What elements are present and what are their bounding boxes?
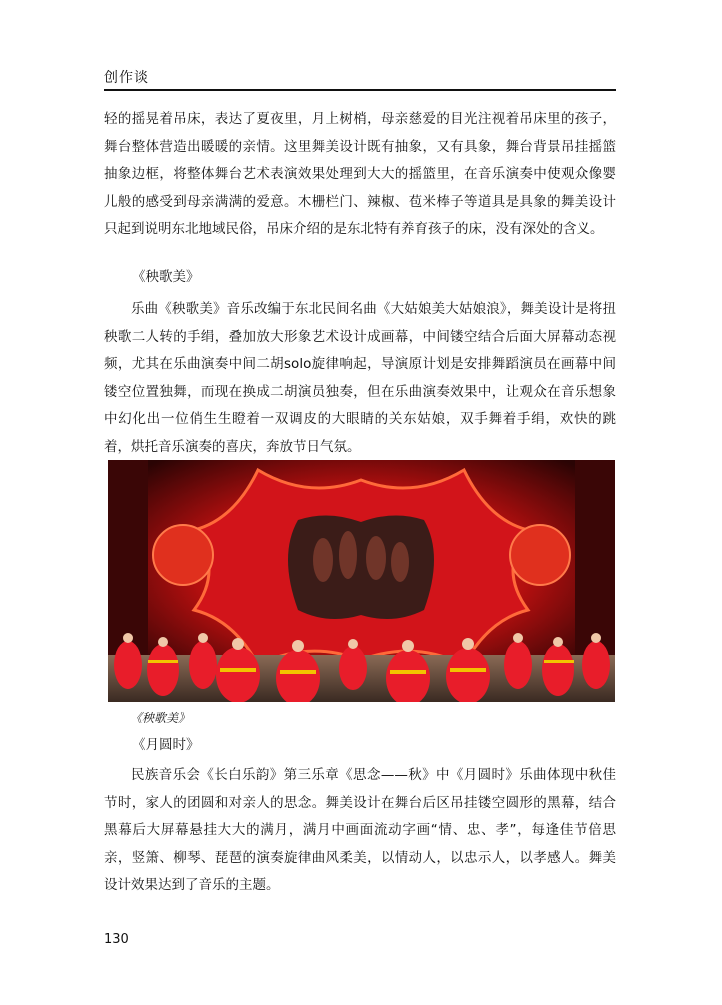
subheading-yangge: 《秧歌美》 bbox=[132, 269, 200, 285]
paragraph-moon: 民族音乐会《长白乐韵》第三乐章《思念——秋》中《月圆时》乐曲体现中秋佳节时，家人的团圆和对亲人的思念。舞美设计在舞台后区吊挂镂空圆形的黑幕，结合黑幕后大屏幕悬挂大大的满月，满月中画面流动字画“情、忠、孝”，每逢佳节倍思亲，竖箫、柳琴、琵琶的演奏旋律曲风柔美，以情动人，以忠示人，以孝感人。舞美设计效果达到了音乐的主题。 bbox=[104, 767, 616, 893]
subheading-moon: 《月圆时》 bbox=[132, 737, 200, 753]
section-header: 创作谈 bbox=[104, 70, 149, 86]
page-number: 130 bbox=[104, 932, 129, 947]
header-rule bbox=[104, 89, 616, 91]
photo-caption: 《秧歌美》 bbox=[130, 711, 191, 725]
stage-photo bbox=[108, 460, 615, 702]
stage-photo-illustration bbox=[108, 460, 615, 702]
paragraph-cradle: 轻的摇晃着吊床，表达了夏夜里，月上树梢，母亲慈爱的目光注视着吊床里的孩子，舞台整体营造出暖暖的亲情。这里舞美设计既有抽象，又有具象，舞台背景吊挂摇篮抽象边框，将整体舞台艺术表演效果处理到大大的摇篮里，在音乐演奏中使观众像婴儿般的感受到母亲满满的爱意。木栅栏门、辣椒、苞米棒子等道具是具象的舞美设计只起到说明东北地域民俗，吊床介绍的是东北特有养育孩子的床，没有深处的含义。 bbox=[104, 111, 616, 237]
paragraph-yangge: 乐曲《秧歌美》音乐改编于东北民间名曲《大姑娘美大姑娘浪》，舞美设计是将扭秧歌二人转的手绢，叠加放大形象艺术设计成画幕，中间镂空结合后面大屏幕动态视频，尤其在乐曲演奏中间二胡solo旋律响起，导演原计划是安排舞蹈演员在画幕中间镂空位置独舞，而现在换成二胡演员独奏，但在乐曲演奏效果中，让观众在音乐想象中幻化出一位俏生生瞪着一双调皮的大眼睛的关东姑娘，双手舞着手绢，欢快的跳着，烘托音乐演奏的喜庆，奔放节日气氛。 bbox=[104, 301, 616, 455]
